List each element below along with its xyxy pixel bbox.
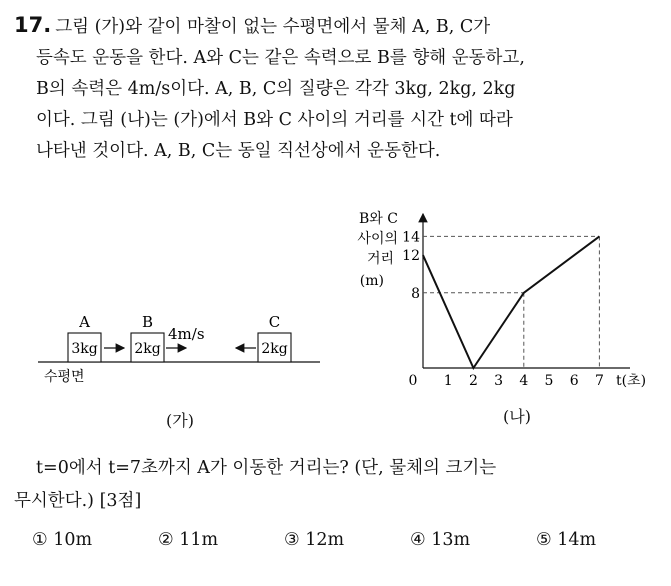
x-tick-label: 0 xyxy=(408,373,418,389)
y-tick-labels xyxy=(402,229,420,301)
choice-5[interactable] xyxy=(536,530,662,550)
block-b-mass: 2kg xyxy=(134,341,161,357)
choice-3[interactable] xyxy=(284,530,410,550)
x-axis-label: t(초) xyxy=(616,373,647,389)
choice-text: 11m xyxy=(179,530,219,550)
y-axis-title-line-3: 거리 xyxy=(366,251,394,267)
x-tick-label: 2 xyxy=(468,373,478,389)
block-c-label: C xyxy=(268,313,281,331)
figure-ga-caption: (가) xyxy=(166,411,194,430)
y-tick-label: 12 xyxy=(402,248,420,265)
x-tick-label: 5 xyxy=(544,373,554,389)
x-tick-label: 4 xyxy=(519,373,529,389)
figure-na-graph xyxy=(357,210,646,389)
choice-text: 10m xyxy=(53,530,93,550)
question-line: 무시한다.) [3점] xyxy=(14,491,142,511)
choice-text: 14m xyxy=(557,530,597,550)
choice-text: 12m xyxy=(305,530,345,550)
block-a-mass: 3kg xyxy=(71,341,98,357)
choice-4[interactable] xyxy=(410,530,536,550)
choice-1[interactable] xyxy=(32,530,158,550)
x-tick-label: 1 xyxy=(443,373,453,389)
choice-2[interactable] xyxy=(158,530,284,550)
stem-line: 이다. 그림 (나)는 (가)에서 B와 C 사이의 거리를 시간 t에 따라 xyxy=(36,110,513,130)
stem-line: B의 속력은 4m/s이다. A, B, C의 질량은 각각 3kg, 2kg, 2kg xyxy=(36,79,516,99)
distance-series xyxy=(423,236,599,368)
block-a xyxy=(68,313,101,362)
choice-marker: ⑤ xyxy=(536,530,552,550)
choice-marker: ① xyxy=(32,530,48,550)
y-axis-title-line-2: 사이의 xyxy=(357,231,398,247)
block-b-label: B xyxy=(141,313,154,331)
figure-na-caption: (나) xyxy=(503,407,531,426)
question-line: t=0에서 t=7초까지 A가 이동한 거리는? (단, 물체의 크기는 xyxy=(36,458,497,478)
choice-text: 13m xyxy=(431,530,471,550)
choice-marker: ② xyxy=(158,530,174,550)
y-tick-label: 8 xyxy=(411,285,420,302)
block-b xyxy=(131,313,164,362)
problem-number: 17. xyxy=(14,13,52,37)
answer-choices xyxy=(32,530,671,550)
ground-label: 수평면 xyxy=(44,369,85,385)
stem-line: 등속도 운동을 한다. A와 C는 같은 속력으로 B를 향해 운동하고, xyxy=(36,48,525,68)
block-a-label: A xyxy=(79,313,90,331)
block-c xyxy=(258,313,291,362)
stem-text: 그림 (가)와 같이 마찰이 없는 수평면에서 물체 A, B, C가 xyxy=(55,17,491,37)
y-axis-title-line-1: B와 C xyxy=(359,211,398,227)
y-axis-title-line-4: (m) xyxy=(359,273,384,289)
block-c-mass: 2kg xyxy=(261,341,288,357)
x-tick-labels xyxy=(409,373,604,389)
choice-marker: ④ xyxy=(410,530,426,550)
choice-marker: ③ xyxy=(284,530,300,550)
distance-line xyxy=(423,236,599,368)
figure-ga xyxy=(38,313,320,385)
block-b-speed-label: 4m/s xyxy=(168,325,205,343)
x-tick-label: 3 xyxy=(494,373,504,389)
y-tick-label: 14 xyxy=(402,229,420,246)
x-tick-label: 7 xyxy=(594,373,604,389)
stem-line: 나타낸 것이다. A, B, C는 동일 직선상에서 운동한다. xyxy=(36,141,441,161)
question xyxy=(14,452,664,518)
x-tick-label: 6 xyxy=(569,373,579,389)
